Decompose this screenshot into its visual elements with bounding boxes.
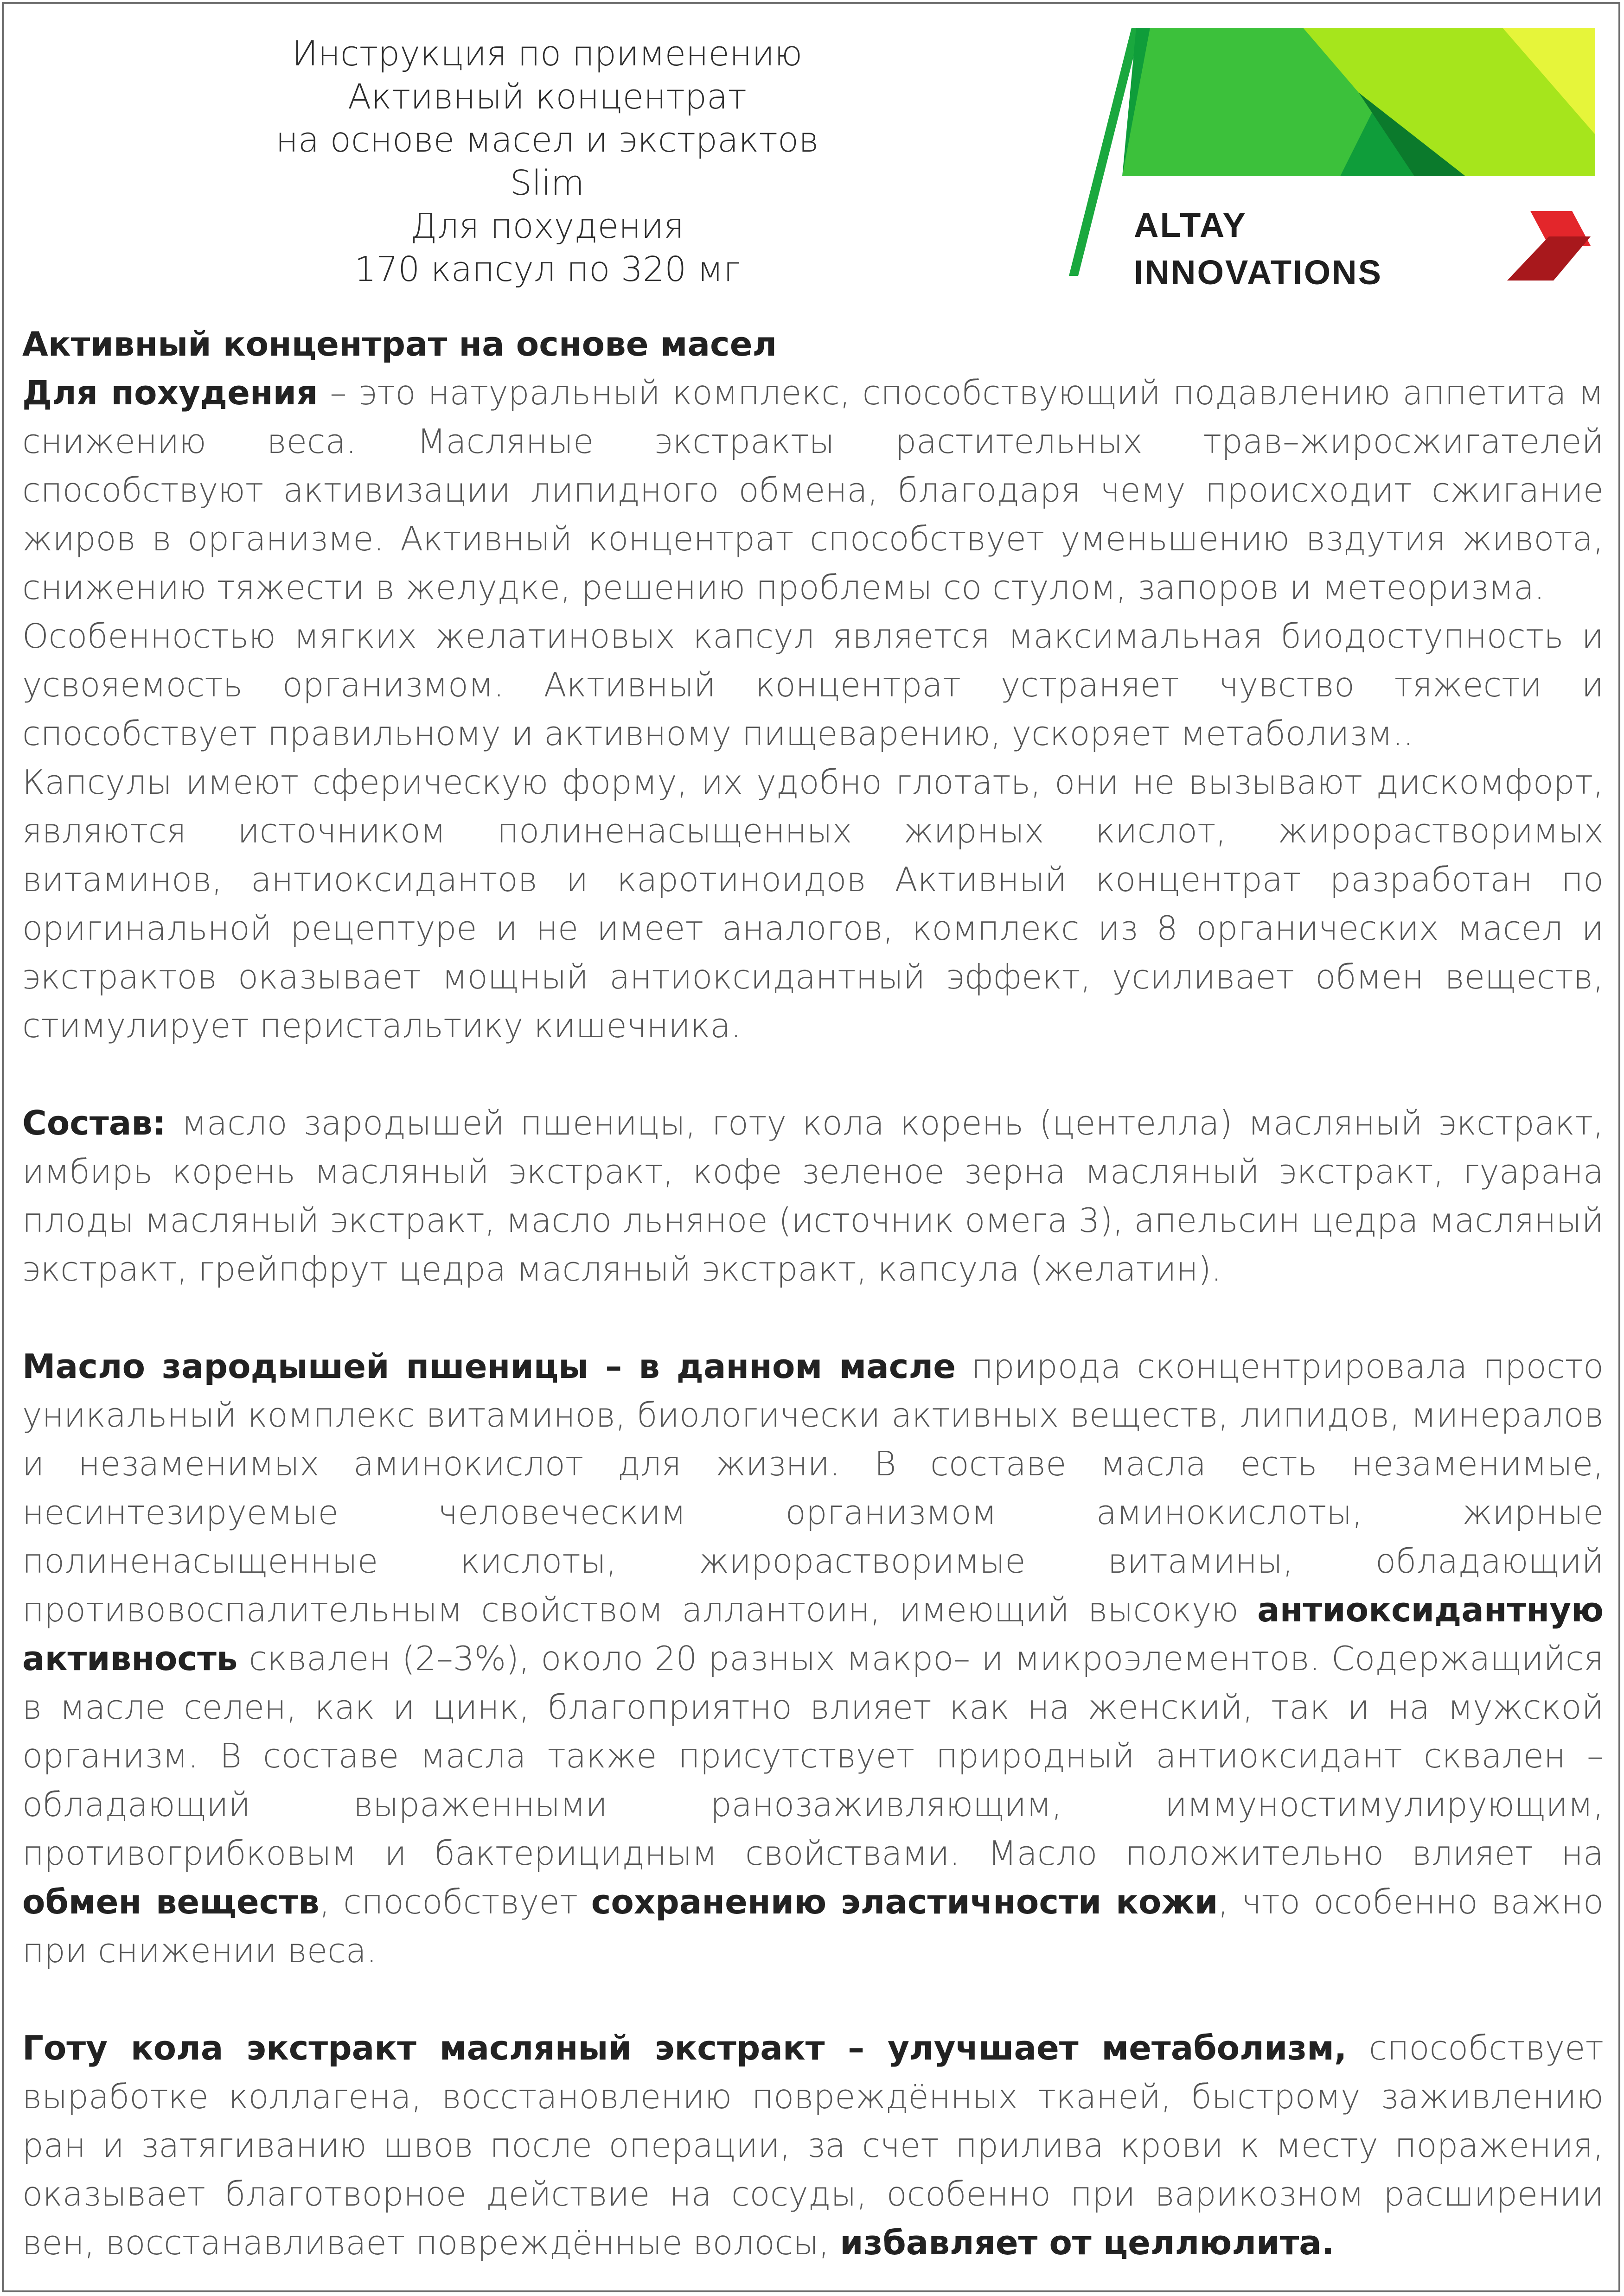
wheat-lead: Масло зародышей пшеницы – в данном масле <box>22 1347 956 1386</box>
brand-line-1: ALTAY <box>1134 206 1247 244</box>
header-line-2: Активный концентрат <box>348 77 747 117</box>
gotu-bold-1: избавляет от целлюлита. <box>840 2223 1335 2262</box>
gotu-text-1: способствует выработке коллагена, восстановлению повреждённых тканей, быстрому заживлению ран и затягиванию швов после операции, за счет прилива крови к месту поражения, оказывает благотворное действие на сосуды, особенно при варикозном расширении вен, восстанавливает повреждённые волосы, <box>22 2028 1604 2262</box>
wheat-text-4: , что особенно важно при снижении веса. <box>22 1882 1604 1970</box>
gotu-lead: Готу кола экстракт масляный экстракт – улучшает метаболизм, <box>22 2028 1347 2067</box>
intro-paragraph-2: Особенностью мягких желатиновых капсул является максимальная биодоступность и усвояемость организмом. Активный концентрат устраняет чувство тяжести и способствует правильному и активному пищеварению, ускоряет метаболизм.. <box>22 617 1604 753</box>
composition-text: масло зародышей пшеницы, готу кола корень (центелла) масляный экстракт, имбирь корень масляный экстракт, кофе зеленое зерна масляный экстракт, гуарана плоды масляный экстракт, масло льняное (источник омега 3), апельсин цедра масляный экстракт, грейпфрут цедра масляный экстракт, капсула (желатин). <box>22 1103 1604 1288</box>
wheat-bold-1: антиоксидантную активность <box>22 1590 1604 1678</box>
instruction-header <box>139 32 955 291</box>
header-line-6: 170 капсул по 320 мг <box>354 249 740 289</box>
composition-paragraph <box>22 1099 1604 1294</box>
wheat-text-3: , способствует <box>319 1882 591 1921</box>
header-line-5: Для похудения <box>410 206 684 246</box>
brand-line-2: INNOVATIONS <box>1134 253 1382 292</box>
composition-label: Состав: <box>22 1103 166 1142</box>
intro-title: Активный концентрат на основе масел <box>22 325 777 364</box>
logo-red-arrow-bottom <box>1507 236 1591 281</box>
wheat-text-1: природа сконцентрировала просто уникальный комплекс витаминов, биологически активных веществ, липидов, минералов и незаменимых аминокислот для жизни. В составе масла есть незаменимые, несинтезируемые человеческим организмом аминокислоты, жирные полиненасыщенные кислоты, жирорастворимые витамины, обладающий противовоспалительным свойством аллантоин, имеющий высокую <box>22 1347 1604 1629</box>
wheat-bold-3: сохранению эластичности кожи <box>591 1882 1218 1921</box>
intro-lead: Для похудения <box>22 373 318 412</box>
spacer <box>22 1294 1604 1342</box>
wheat-bold-2: обмен веществ <box>22 1882 320 1921</box>
gotu-kola-paragraph <box>22 2024 1604 2267</box>
wheat-text-2: сквален (2–3%), около 20 разных макро– и микроэлементов. Содержащийся в масле селен, как и цинк, благоприятно влияет как на женский, так и на мужской организм. В составе масла также присутствует природный антиоксидант сквален – обладающий выраженными ранозаживляющим, иммуностимулирующим, противогрибковым и бактерицидным свойствами. Масло положительно влияет на <box>22 1639 1604 1873</box>
wheat-germ-paragraph <box>22 1342 1604 1975</box>
document-body <box>22 320 1604 2267</box>
intro-paragraph-1 <box>22 369 1604 612</box>
spacer <box>22 1975 1604 2024</box>
spacer <box>22 1050 1604 1099</box>
header-line-3: на основе масел и экстрактов <box>275 120 819 160</box>
brand-name <box>1134 202 1382 296</box>
header-line-4: Slim <box>510 163 585 203</box>
header-line-1: Инструкция по применению <box>292 34 803 74</box>
intro-text-1: – это натуральный комплекс, способствующий подавлению аппетита м снижению веса. Масляные экстракты растительных трав–жиросжигателей способствуют активизации липидного обмена, благодаря чему происходит сжигание жиров в организме. Активный концентрат способствует уменьшению вздутия живота, снижению тяжести в желудке, решению проблемы со стулом, запоров и метеоризма. <box>22 373 1604 607</box>
intro-paragraph-3: Капсулы имеют сферическую форму, их удобно глотать, они не вызывают дискомфорт, являются источником полиненасыщенных жирных кислот, жирорастворимых витаминов, антиоксидантов и каротиноидов Активный концентрат разработан по оригинальной рецептуре и не имеет аналогов, комплекс из 8 органических масел и экстрактов оказывает мощный антиоксидантный эффект, усиливает обмен веществ, стимулирует перистальтику кишечника. <box>22 763 1604 1045</box>
